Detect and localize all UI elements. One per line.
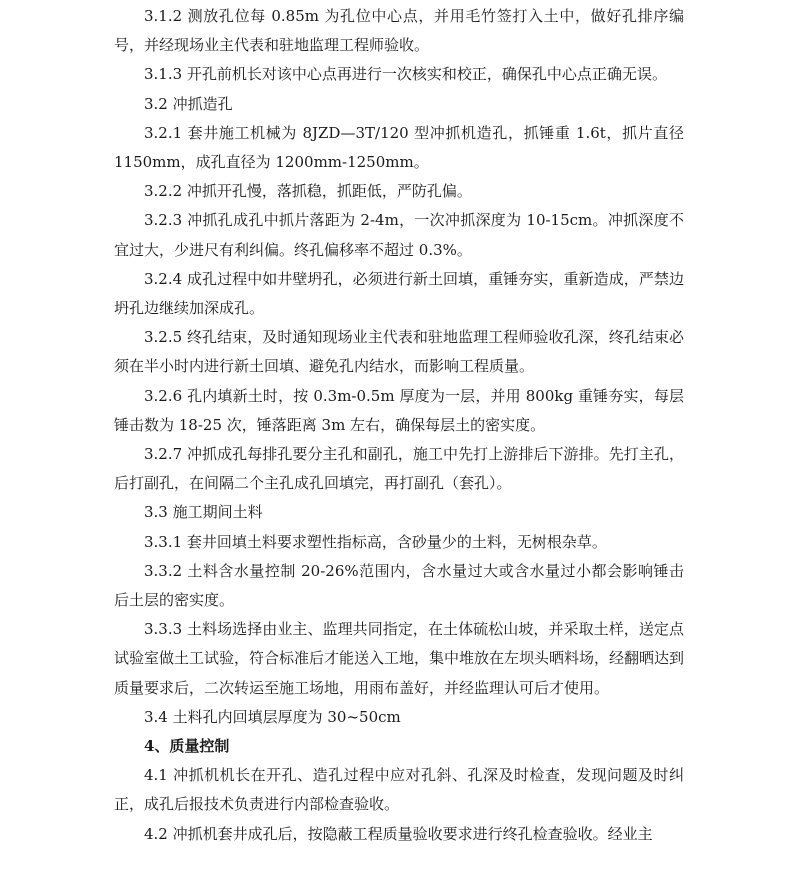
paragraph-4-1: 4.1 冲抓机机长在开孔、造孔过程中应对孔斜、孔深及时检查，发现问题及时纠正，成孔后报技术负责进行内部检查验收。 [114,766,684,814]
heading-3-3: 3.3 施工期间土料 [144,503,263,522]
paragraph-3-2-7: 3.2.7 冲抓成孔每排孔要分主孔和副孔，施工中先打上游排后下游排。先打主孔，后打副孔，在间隔二个主孔成孔回填完，再打副孔（套孔）。 [114,445,684,493]
paragraph-3-1-3: 3.1.3 开孔前机长对该中心点再进行一次核实和校正，确保孔中心点正确无误。 [144,65,667,84]
paragraph-3-2-5: 3.2.5 终孔结束，及时通知现场业主代表和驻地监理工程师验收孔深，终孔结束必须在半小时内进行新土回填、避免孔内结水，而影响工程质量。 [114,328,684,376]
paragraph-3-2-1: 3.2.1 套井施工机械为 8JZD—3T/120 型冲抓机造孔，抓锤重 1.6t，抓片直径 1150mm，成孔直径为 1200mm-1250mm。 [114,123,684,172]
heading-3-2: 3.2 冲抓造孔 [144,94,233,113]
paragraph-3-3-3: 3.3.3 土料场选择由业主、监理共同指定，在土体硫松山坡，并采取土样，送定点试验室做土工试验，符合标准后才能送入工地，集中堆放在左坝头晒料场，经翻晒达到质量要求后，二次转运至施工场地，用雨布盖好，并经监理认可后才使用。 [114,620,685,697]
paragraph-3-1-2: 3.1.2 测放孔位每 0.85m 为孔位中心点，并用毛竹签打入土中，做好孔排序编号，并经现场业主代表和驻地监理工程师验收。 [114,7,684,55]
paragraph-3-2-3: 3.2.3 冲抓孔成孔中抓片落距为 2-4m，一次冲抓深度为 10-15cm。冲抓深度不宜过大，少进尺有利纠偏。终孔偏移率不超过 0.3%。 [114,211,684,259]
paragraph-4-2: 4.2 冲抓机套井成孔后，按隐蔽工程质量验收要求进行终孔检查验收。经业主 [144,824,653,843]
heading-4-quality-control: 4、质量控制 [144,737,230,756]
paragraph-3-3-2: 3.3.2 土料含水量控制 20-26%范围内，含水量过大或含水量过小都会影响锤击后土层的密实度。 [114,561,684,610]
document-body [114,0,684,849]
paragraph-3-3-1: 3.3.1 套井回填土料要求塑性指标高，含砂量少的土料，无树根杂草。 [144,532,607,551]
paragraph-3-2-6: 3.2.6 孔内填新土时，按 0.3m-0.5m 厚度为一层，并用 800kg 重锤夯实，每层锤击数为 18-25 次，锤落距离 3m 左右，确保每层土的密实度。 [114,386,684,434]
paragraph-3-2-2: 3.2.2 冲抓开孔慢，落抓稳，抓距低，严防孔偏。 [144,182,472,201]
paragraph-3-4: 3.4 土料孔内回填层厚度为 30~50cm [144,707,401,726]
paragraph-3-2-4: 3.2.4 成孔过程中如井壁坍孔，必须进行新土回填，重锤夯实，重新造成，严禁边坍孔边继续加深成孔。 [114,269,684,318]
